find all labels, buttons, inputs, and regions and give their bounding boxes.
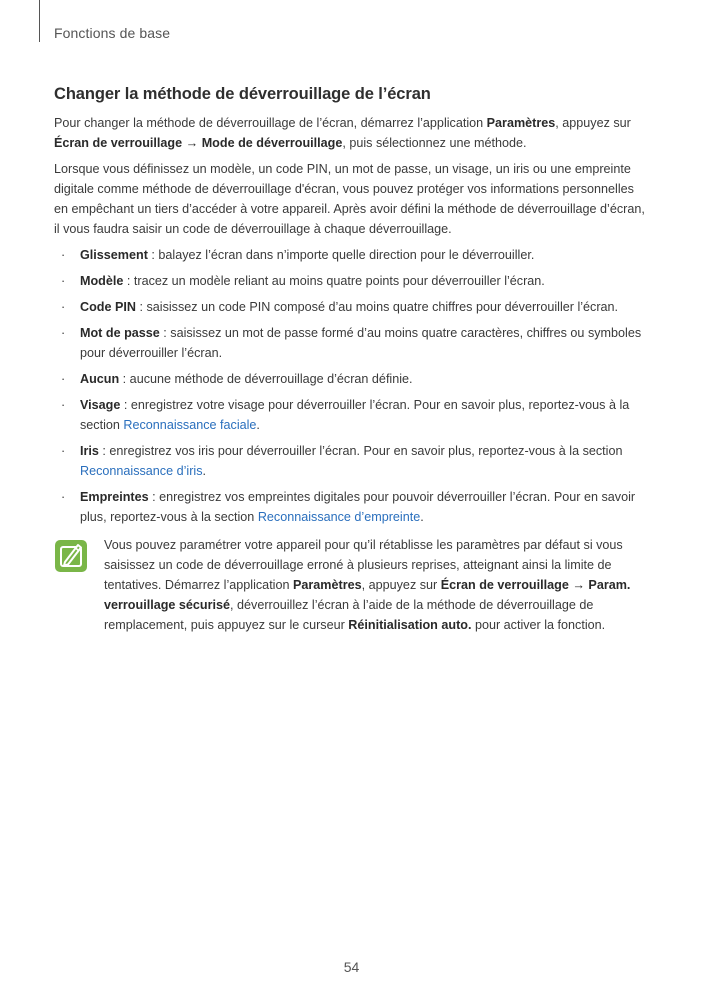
page-content — [54, 84, 648, 635]
link-reconnaissance-faciale[interactable]: Reconnaissance faciale — [123, 418, 257, 432]
link-reconnaissance-iris[interactable]: Reconnaissance d’iris — [80, 464, 203, 478]
intro-paragraph-2: Lorsque vous définissez un modèle, un code PIN, un mot de passe, un visage, un iris ou une empreinte digitale comme méthode de déverrouillage d'écran, vous pouvez protéger vos informations personnelles en empêchant un tiers d’accéder à votre appareil. Après avoir défini la méthode de déverrouillage d’écran, il vous faudra saisir un code de déverrouillage à chaque déverrouillage. — [54, 162, 645, 236]
header-rule — [39, 0, 40, 42]
note-text: Vous pouvez paramétrer votre appareil pour qu’il rétablisse les paramètres par défaut si vous saisissez un code de déverrouillage erroné à plusieurs reprises, atteignant ainsi la limite de tentatives. Démarrez l’application Paramètres, appuyez sur Écran de verrouillage → Param. verrouillage sécurisé, déverrouillez l’écran à l’aide de la méthode de déverrouillage de remplacement, puis appuyez sur le curseur Réinitialisation auto. pour activer la fonction. — [104, 538, 631, 632]
bullet-dot-icon: · — [61, 490, 66, 504]
bullet-dot-icon: · — [61, 300, 66, 314]
link-reconnaissance-empreinte[interactable]: Reconnaissance d’empreinte — [257, 510, 421, 524]
bullet-dot-icon: · — [61, 372, 66, 386]
section-title: Changer la méthode de déverrouillage de l’écran — [54, 85, 431, 103]
list-item-visage: · Visage : enregistrez votre visage pour déverrouiller l’écran. Pour en savoir plus, reportez-vous à la section Reconnaissance faciale. — [54, 395, 648, 435]
page-number: 54 — [343, 959, 360, 975]
list-item-modele: · Modèle : tracez un modèle reliant au moins quatre points pour déverrouiller l’écran. — [54, 271, 648, 291]
list-item-empreintes: · Empreintes : enregistrez vos empreintes digitales pour pouvoir déverrouiller l’écran. Pour en savoir plus, reportez-vous à la section Reconnaissance d’empreinte. — [54, 487, 648, 527]
bullet-dot-icon: · — [61, 444, 66, 458]
note-box — [54, 535, 648, 635]
list-item-aucun: · Aucun : aucune méthode de déverrouillage d’écran définie. — [54, 369, 648, 389]
bullet-dot-icon: · — [61, 248, 66, 262]
note-pencil-icon — [54, 539, 88, 573]
bullet-dot-icon: · — [61, 326, 66, 340]
running-header: Fonctions de base — [54, 25, 171, 41]
list-item-glissement: · Glissement : balayez l’écran dans n’importe quelle direction pour le déverrouiller. — [54, 245, 648, 265]
bullet-dot-icon: · — [61, 398, 66, 412]
list-item-code-pin: · Code PIN : saisissez un code PIN composé d’au moins quatre chiffres pour déverrouiller l’écran. — [54, 297, 648, 317]
list-item-mot-de-passe: · Mot de passe : saisissez un mot de passe formé d’au moins quatre caractères, chiffres ou symboles pour déverrouiller l’écran. — [54, 323, 648, 363]
unlock-method-list — [54, 245, 648, 527]
intro-paragraph-1: Pour changer la méthode de déverrouillage de l’écran, démarrez l’application Paramètres, appuyez sur Écran de verrouillage → Mode de déverrouillage, puis sélectionnez une méthode. — [54, 116, 631, 150]
list-item-iris: · Iris : enregistrez vos iris pour déverrouiller l’écran. Pour en savoir plus, reportez-vous à la section Reconnaissance d’iris. — [54, 441, 648, 481]
bullet-dot-icon: · — [61, 274, 66, 288]
